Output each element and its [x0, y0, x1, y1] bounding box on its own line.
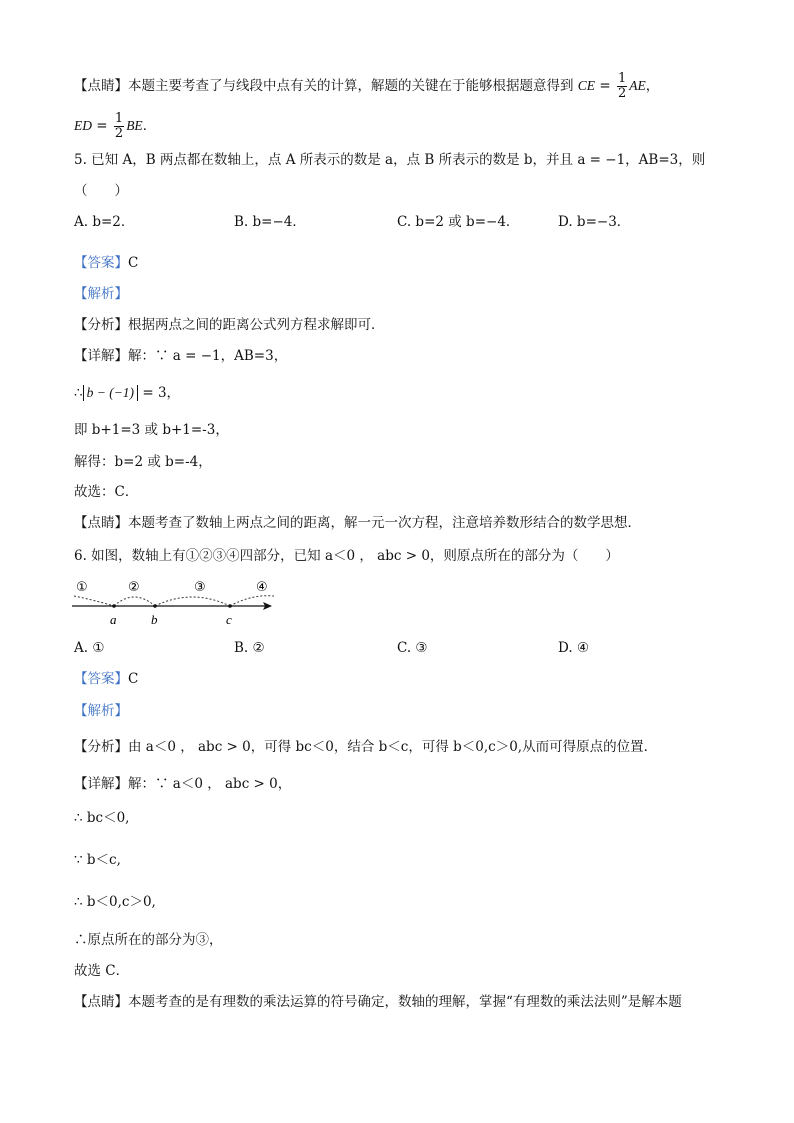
point-b [153, 604, 157, 608]
q5-paren: （ ） [74, 183, 128, 199]
region-1-label: ① [76, 580, 88, 595]
abs-expression: b − (−1) [83, 385, 138, 401]
q6-stem: 6. 如图，数轴上有①②③④四部分，已知 a＜0 ， abc > 0，则原点所在的部分为（ ） [74, 548, 619, 564]
q6-answer [74, 669, 138, 689]
comma: ， [645, 78, 660, 94]
formula-ce-lhs: CE [577, 78, 596, 93]
q6-analysis-tag: 【解析】 [74, 703, 128, 719]
dianjing-text: 本题考查的是有理数的乘法运算的符号确定，数轴的理解，掌握“有理数的乘法法则”是解本题 [128, 994, 682, 1010]
q5-option-c: C. b=2 或 b=−4． [397, 214, 520, 230]
frac-denominator: 2 [617, 86, 627, 101]
q6-option-c: C. ③ [397, 640, 428, 656]
dianjing-paragraph-1 [74, 72, 659, 101]
arc-region-1 [74, 596, 114, 606]
period: ． [142, 118, 157, 134]
frac-numerator: 1 [617, 71, 627, 86]
region-4-label: ④ [256, 580, 268, 595]
step1-result: = 3， [138, 385, 181, 401]
point-b-label: b [151, 612, 158, 627]
region-2-label: ② [128, 580, 140, 595]
answer-value: C [128, 255, 139, 271]
fenxi-tag: 【分析】 [74, 739, 128, 755]
q5-step2: 即 b+1=3 或 b+1=-3， [74, 422, 229, 438]
dianjing-text: 本题考查了数轴上两点之间的距离，解一元一次方程，注意培养数形结合的数学思想． [128, 515, 641, 531]
detail-text: 解：∵ a = −1，AB=3， [128, 348, 288, 364]
arc-region-2 [114, 597, 155, 606]
q6-step4: ∴原点所在的部分为③， [74, 932, 223, 948]
answer-tag: 【答案】 [74, 671, 128, 687]
formula-ae: AE [629, 78, 646, 93]
number-line-figure [70, 574, 285, 630]
detail-text: 解：∵ a＜0 ， abc > 0， [128, 776, 292, 792]
q5-detail [74, 346, 287, 366]
q6-option-d: D. ④ [558, 640, 590, 656]
q5-option-b: B. b=−4． [234, 214, 306, 230]
formula-ed-lhs: ED [74, 118, 92, 133]
q5-stem: 5. 已知 A，B 两点都在数轴上，点 A 所表示的数是 a，点 B 所表示的数是 b，并且 a = −1，AB=3，则 [74, 152, 706, 168]
equals-sign: = [92, 118, 112, 134]
q6-detail [74, 774, 291, 794]
q5-option-a: A. b=2． [74, 214, 135, 230]
q5-option-d: D. b=−3． [558, 214, 631, 230]
point-c [228, 604, 232, 608]
q5-step1 [74, 383, 180, 403]
detail-tag: 【详解】 [74, 348, 128, 364]
q6-step2: ∵ b＜c, [74, 852, 121, 868]
answer-value: C [128, 671, 139, 687]
q6-dianjing [74, 992, 682, 1012]
dianjing-tag: 【点睛】 [74, 78, 128, 94]
dianjing-tag: 【点睛】 [74, 515, 128, 531]
point-a-label: a [110, 612, 117, 627]
answer-tag: 【答案】 [74, 255, 128, 271]
formula-be: BE [126, 118, 143, 133]
frac-numerator: 1 [114, 111, 124, 126]
q6-fenxi [74, 737, 657, 757]
region-3-label: ③ [194, 580, 206, 595]
arc-region-3 [155, 597, 230, 606]
q6-option-a: A. ① [74, 640, 105, 656]
q5-step3: 解得：b=2 或 b=-4， [74, 454, 212, 470]
formula-ed-line [74, 112, 156, 141]
fraction-half-1 [617, 72, 627, 101]
frac-denominator: 2 [114, 126, 124, 141]
fraction-half-2 [114, 112, 124, 141]
q6-option-b: B. ② [234, 640, 265, 656]
therefore-sign: ∴ [74, 385, 83, 401]
dianjing-tag: 【点睛】 [74, 994, 128, 1010]
point-c-label: c [226, 612, 232, 627]
q5-step4: 故选：C． [74, 484, 139, 500]
q5-answer [74, 253, 138, 273]
equals-sign: = [595, 78, 615, 94]
fenxi-text: 由 a＜0 ， abc > 0，可得 bc＜0，结合 b＜c，可得 b＜0,c＞0,从而可得原点的位置． [128, 739, 658, 755]
q6-step1: ∴ bc＜0, [74, 810, 130, 826]
q5-analysis-tag: 【解析】 [74, 286, 128, 302]
q5-dianjing [74, 513, 641, 533]
q5-fenxi [74, 315, 385, 335]
point-a [112, 604, 116, 608]
q6-step3: ∴ b＜0,c＞0, [74, 894, 156, 910]
fenxi-text: 根据两点之间的距离公式列方程求解即可． [128, 317, 385, 333]
dianjing-text: 本题主要考查了与线段中点有关的计算，解题的关键在于能够根据题意得到 [128, 78, 574, 94]
fenxi-tag: 【分析】 [74, 317, 128, 333]
detail-tag: 【详解】 [74, 776, 128, 792]
q6-step5: 故选 C． [74, 963, 130, 979]
